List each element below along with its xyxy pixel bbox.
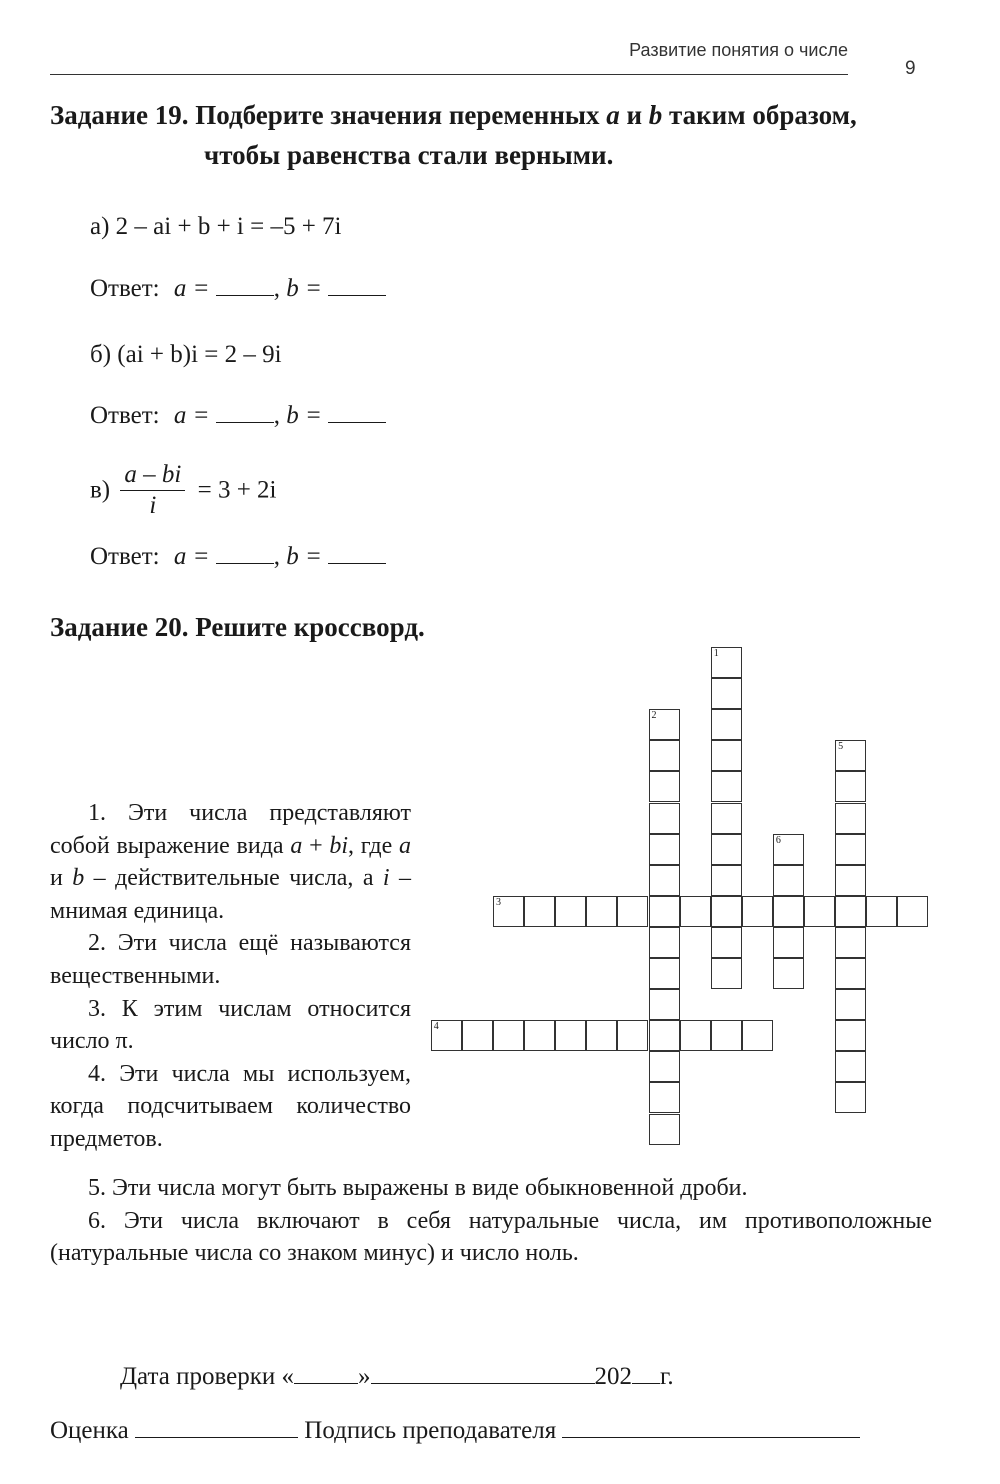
crossword-cell[interactable] <box>835 740 866 771</box>
crossword-cell[interactable] <box>711 647 742 678</box>
crossword-clues-wide <box>50 1172 932 1270</box>
task19-answer-c <box>90 541 386 572</box>
crossword-cell[interactable] <box>649 896 680 927</box>
item-letter: б) <box>90 341 112 368</box>
crossword-cell[interactable] <box>835 1020 866 1051</box>
crossword-cell[interactable] <box>742 1020 773 1051</box>
crossword-cell[interactable] <box>742 896 773 927</box>
crossword-clue-number: 4 <box>433 1021 439 1033</box>
running-header: Развитие понятия о числе <box>629 40 848 60</box>
crossword-cell[interactable] <box>897 896 928 927</box>
crossword-cell[interactable] <box>649 1082 680 1113</box>
answer-a-blank[interactable] <box>216 400 274 423</box>
crossword-cell[interactable] <box>835 1082 866 1113</box>
crossword-cell[interactable] <box>649 989 680 1020</box>
clue-5: 5. Эти числа могут быть выражены в виде обыкновенной дроби. <box>88 1175 748 1201</box>
crossword-cell[interactable] <box>835 1051 866 1082</box>
crossword-cell[interactable] <box>835 771 866 802</box>
crossword-cell[interactable] <box>835 958 866 989</box>
fraction-rhs: = 3 + 2i <box>197 476 277 504</box>
date-day-blank[interactable] <box>294 1361 358 1384</box>
crossword-cell[interactable] <box>773 834 804 865</box>
task19-heading <box>50 96 950 134</box>
answer-a-blank[interactable] <box>216 541 274 564</box>
crossword-cell[interactable] <box>835 803 866 834</box>
clue-2: 2. Эти числа ещё называются вещественными. <box>50 930 411 989</box>
crossword-cell[interactable] <box>711 709 742 740</box>
task19-item-a <box>90 212 342 242</box>
item-expression: 2 – ai + b + i = –5 + 7i <box>115 213 342 240</box>
crossword-cell[interactable] <box>649 927 680 958</box>
crossword-cell[interactable] <box>711 1020 742 1051</box>
answer-a-label: a = <box>173 543 210 570</box>
crossword-cell[interactable] <box>524 896 555 927</box>
crossword-cell[interactable] <box>773 927 804 958</box>
crossword-cell[interactable] <box>524 1020 555 1051</box>
task19-var-a: a <box>606 100 620 130</box>
crossword-cell[interactable] <box>649 958 680 989</box>
crossword-cell[interactable] <box>586 896 617 927</box>
crossword-cell[interactable] <box>462 1020 493 1051</box>
fraction-denominator: i <box>149 492 157 519</box>
year-prefix: 202 <box>594 1363 632 1390</box>
crossword-cell[interactable] <box>711 771 742 802</box>
answer-b-blank[interactable] <box>328 273 386 296</box>
answer-a-blank[interactable] <box>216 273 274 296</box>
crossword-cell[interactable] <box>835 927 866 958</box>
task19-text-part2: таким образом, <box>669 100 857 130</box>
answer-b-blank[interactable] <box>328 541 386 564</box>
crossword-cell[interactable] <box>711 803 742 834</box>
answer-b-label: b = <box>286 402 322 429</box>
date-check-line <box>120 1361 674 1392</box>
crossword-cell[interactable] <box>773 865 804 896</box>
crossword-cell[interactable] <box>586 1020 617 1051</box>
clue-3: 3. К этим числам относится число π. <box>50 995 411 1055</box>
header-rule <box>50 74 848 75</box>
clue-1: 1. Эти числа представляют собой выражение вида a + bi, где a и b – действительные числа, а i – мнимая единица. <box>50 800 412 924</box>
crossword-cell[interactable] <box>711 834 742 865</box>
item-letter: в) <box>90 476 111 504</box>
crossword-cell[interactable] <box>835 834 866 865</box>
item-letter: а) <box>90 213 110 240</box>
task19-item-c <box>90 460 277 521</box>
crossword-cell[interactable] <box>555 896 586 927</box>
crossword-cell[interactable] <box>711 865 742 896</box>
clue-6: 6. Эти числа включают в себя натуральные числа, им противоположные (натуральные числа со знаком минус) и число ноль. <box>50 1207 932 1267</box>
crossword-cell[interactable] <box>711 927 742 958</box>
task19-label: Задание 19. <box>50 100 189 130</box>
year-suffix: г. <box>660 1363 674 1390</box>
task19-item-b <box>90 340 282 370</box>
task19-conj: и <box>626 100 643 130</box>
crossword-cell[interactable] <box>649 865 680 896</box>
item-expression: (ai + b)i = 2 – 9i <box>117 341 282 368</box>
crossword-cell[interactable] <box>711 958 742 989</box>
answer-label: Ответ: <box>90 275 160 302</box>
answer-a-label: a = <box>173 402 210 429</box>
fraction <box>120 460 185 521</box>
crossword-cell[interactable] <box>649 1114 680 1145</box>
date-quote-close: » <box>358 1363 371 1390</box>
answer-label: Ответ: <box>90 543 160 570</box>
crossword-cell[interactable] <box>617 1020 648 1051</box>
crossword-cell[interactable] <box>649 1051 680 1082</box>
task20-text: Решите кроссворд. <box>195 612 425 642</box>
task19-var-b: b <box>648 100 663 130</box>
crossword-cell[interactable] <box>649 803 680 834</box>
crossword-cell[interactable] <box>711 896 742 927</box>
crossword-clues-narrow <box>50 797 411 1156</box>
crossword-cell[interactable] <box>649 709 680 740</box>
crossword-cell[interactable] <box>680 1020 711 1051</box>
grade-label: Оценка <box>50 1417 129 1444</box>
answer-comma: , <box>273 275 280 302</box>
crossword-cell[interactable] <box>773 958 804 989</box>
answer-comma: , <box>273 402 280 429</box>
crossword-clue-number: 6 <box>775 834 781 846</box>
grade-signature-line <box>50 1415 860 1446</box>
answer-label: Ответ: <box>90 402 160 429</box>
year-blank[interactable] <box>632 1361 660 1384</box>
crossword-clue-number: 1 <box>713 648 719 659</box>
fraction-numerator: a – bi <box>120 460 185 491</box>
crossword-cell[interactable] <box>773 896 804 927</box>
clue-4: 4. Эти числа мы используем, когда подсчитываем количество предметов. <box>50 1060 411 1152</box>
crossword-cell[interactable] <box>835 865 866 896</box>
task19-heading-line2: чтобы равенства стали верными. <box>204 140 614 170</box>
answer-a-label: a = <box>173 275 210 302</box>
crossword-cell[interactable] <box>649 1020 680 1051</box>
crossword-cell[interactable] <box>835 896 866 927</box>
crossword-cell[interactable] <box>493 1020 524 1051</box>
answer-b-label: b = <box>286 275 322 302</box>
crossword-cell[interactable] <box>493 896 524 927</box>
crossword-clue-number: 2 <box>651 710 657 722</box>
answer-b-label: b = <box>286 543 322 570</box>
crossword-clue-number: 3 <box>496 896 501 908</box>
crossword-cell[interactable] <box>431 1020 462 1051</box>
task19-text-part1: Подберите значения переменных <box>195 100 600 130</box>
signature-blank[interactable] <box>562 1415 860 1438</box>
crossword-cell[interactable] <box>649 771 680 802</box>
crossword-cell[interactable] <box>649 740 680 771</box>
grade-blank[interactable] <box>135 1415 298 1438</box>
task20-heading <box>50 608 425 646</box>
date-month-blank[interactable] <box>371 1361 595 1384</box>
crossword-cell[interactable] <box>835 989 866 1020</box>
answer-b-blank[interactable] <box>328 400 386 423</box>
crossword-cell[interactable] <box>711 678 742 709</box>
task20-label: Задание 20. <box>50 612 189 642</box>
crossword-cell[interactable] <box>711 740 742 771</box>
task19-answer-b <box>90 400 386 431</box>
page-number: 9 <box>905 58 916 79</box>
crossword-cell[interactable] <box>617 896 648 927</box>
crossword-cell[interactable] <box>649 834 680 865</box>
crossword-cell[interactable] <box>680 896 711 927</box>
date-label: Дата проверки « <box>120 1363 294 1390</box>
crossword-cell[interactable] <box>804 896 835 927</box>
signature-label: Подпись преподавателя <box>304 1417 557 1444</box>
crossword-clue-number: 5 <box>838 741 844 753</box>
crossword-cell[interactable] <box>555 1020 586 1051</box>
answer-comma: , <box>273 543 280 570</box>
task19-answer-a <box>90 273 386 304</box>
crossword-cell[interactable] <box>866 896 897 927</box>
